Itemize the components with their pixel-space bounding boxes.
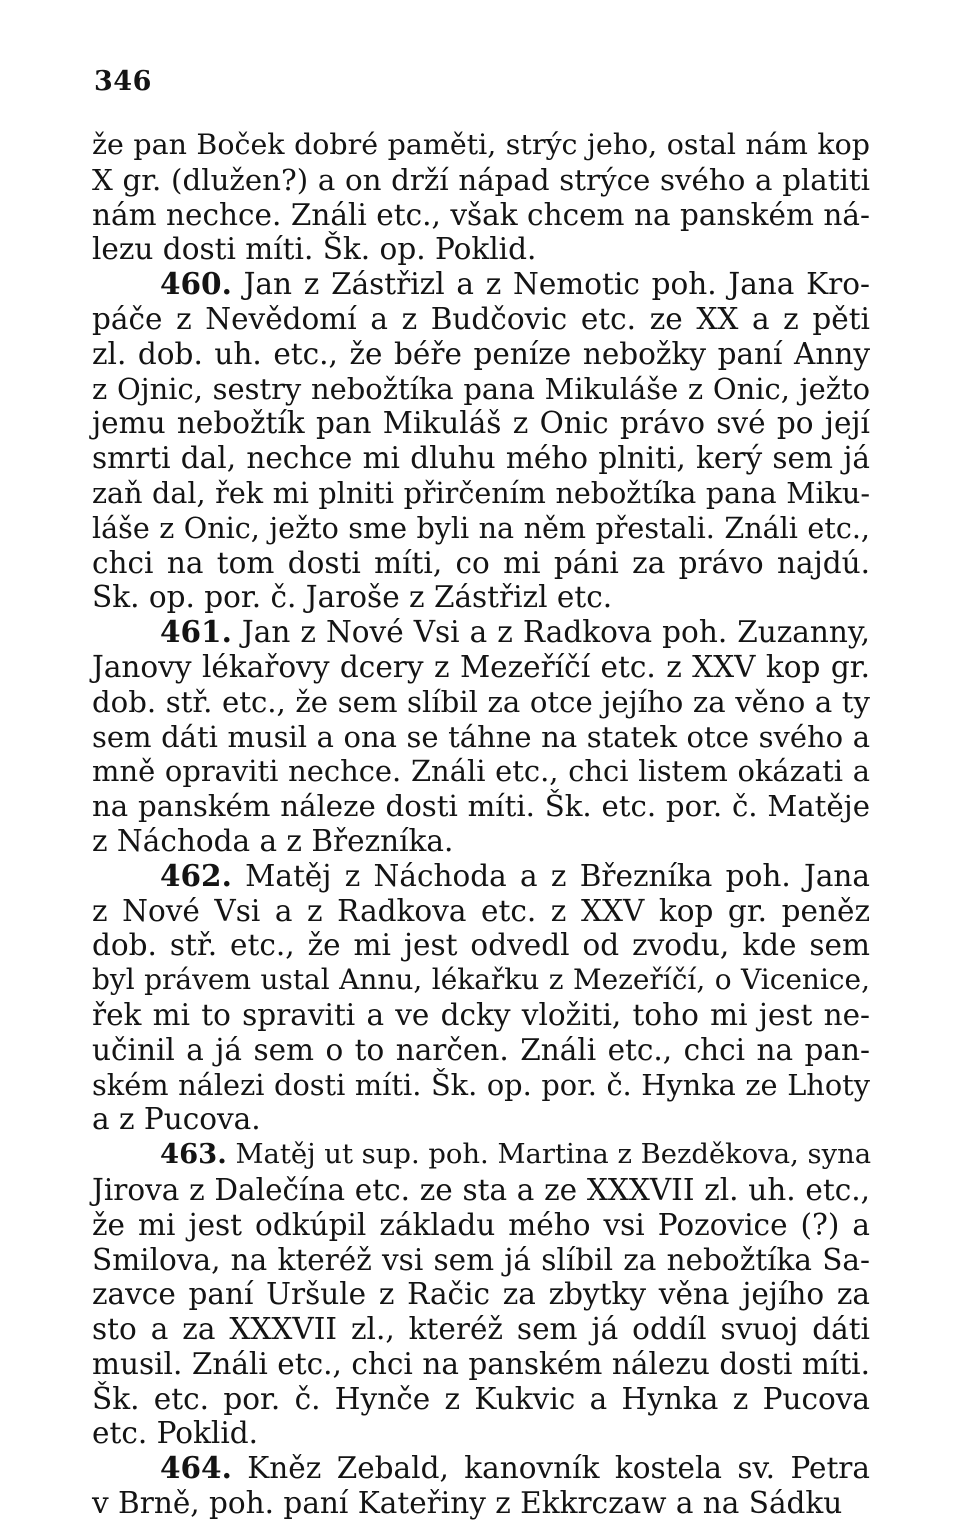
line-text: Matěj ut sup. poh. Martina z Bezděkova, syna xyxy=(226,1139,872,1171)
text-line xyxy=(92,1451,870,1486)
line-text: Kněz Zebald, kanovník kostela sv. Petra xyxy=(231,1451,870,1486)
line-text: z Ojnic, sestry nebožtíka pana Mikuláše z Onic, ježto xyxy=(92,371,870,406)
entry-paragraph xyxy=(92,1137,870,1451)
text-line xyxy=(92,1312,870,1347)
line-text: že mi jest odkúpil základu mého vsi Pozovice (?) a xyxy=(92,1207,870,1242)
entry-number: 461. xyxy=(160,614,232,650)
text-line xyxy=(92,1243,870,1278)
text-line xyxy=(92,406,870,441)
text-line xyxy=(92,1033,870,1068)
text-line xyxy=(92,232,870,267)
line-text: jemu nebožtík pan Mikuláš z Onic právo své po její xyxy=(92,406,870,441)
line-text: páče z Nevědomí a z Budčovic etc. ze XX a z pěti xyxy=(92,301,870,336)
text-line xyxy=(92,963,870,998)
line-text: na panském náleze dosti míti. Šk. etc. por. č. Matěje xyxy=(92,789,870,824)
text-line xyxy=(92,1173,870,1208)
line-text: sem dáti musil a ona se táhne na statek otce svého a xyxy=(92,719,870,754)
line-text: lezu dosti míti. Šk. op. Poklid. xyxy=(92,232,537,267)
line-text: sto a za XXXVII zl., kteréž sem já oddíl svuoj dáti xyxy=(92,1312,870,1347)
line-text: Jan z Nové Vsi a z Radkova poh. Zuzanny, xyxy=(231,615,870,650)
entry-paragraph xyxy=(92,1451,870,1521)
line-text: Jan z Zástřizl a z Nemotic poh. Jana Kro- xyxy=(231,267,870,302)
text-line xyxy=(92,998,870,1033)
entry-paragraph xyxy=(92,859,870,1137)
text-line xyxy=(92,546,870,581)
line-text: učinil a já sem o to narčen. Ználi etc., chci na pan- xyxy=(92,1032,870,1067)
line-text: láše z Onic, ježto sme byli na něm přestali. Ználi etc., xyxy=(92,510,870,545)
text-line xyxy=(92,1382,870,1417)
line-text: Šk. etc. por. č. Hynče z Kukvic a Hynka z Pucova xyxy=(92,1381,870,1416)
text-line xyxy=(92,198,870,233)
text-line xyxy=(92,1068,870,1103)
entry-number: 463. xyxy=(160,1138,227,1171)
line-text: v Brně, poh. paní Kateřiny z Ekkrczaw a na Sádku xyxy=(92,1486,843,1521)
line-text: nám nechce. Ználi etc., však chcem na panském ná- xyxy=(92,197,870,232)
line-text: dob. stř. etc., že mi jest odvedl od zvodu, kde sem xyxy=(92,928,870,963)
text-line xyxy=(92,1416,870,1451)
entry-number: 460. xyxy=(160,266,232,302)
text-line xyxy=(92,685,870,720)
text-line xyxy=(92,580,870,615)
page-number: 346 xyxy=(94,66,152,97)
line-text: musil. Ználi etc., chci na panském nálezu dosti míti. xyxy=(92,1346,870,1381)
entry-number: 462. xyxy=(160,857,232,893)
text-line xyxy=(92,441,870,476)
line-text: byl právem ustal Annu, lékařku z Mezeříčí, o Vicenice, xyxy=(92,963,870,997)
text-line xyxy=(92,824,870,859)
text-line xyxy=(92,337,870,372)
line-text: řek mi to spraviti a ve dcky vložiti, toho mi jest ne- xyxy=(92,997,870,1032)
line-text: a z Pucova. xyxy=(92,1102,261,1137)
line-text: zavce paní Uršule z Račic za zbytky věna jejího za xyxy=(92,1277,870,1312)
text-line xyxy=(92,1208,870,1243)
text-line xyxy=(92,1486,870,1521)
entry-number: 464. xyxy=(160,1450,232,1486)
text-line xyxy=(92,1277,870,1312)
line-text: z Nové Vsi a z Radkova etc. z XXV kop gr. peněz xyxy=(92,893,870,928)
text-line xyxy=(92,928,870,963)
text-line xyxy=(92,1137,870,1173)
text-line xyxy=(92,789,870,824)
text-line xyxy=(92,859,870,894)
line-text: Smilova, na kteréž vsi sem já slíbil za nebožtíka Sa- xyxy=(92,1242,870,1277)
text-line xyxy=(92,372,870,407)
text-line xyxy=(92,1347,870,1382)
line-text: chci na tom dosti míti, co mi páni za právo najdú. xyxy=(92,545,870,580)
text-line xyxy=(92,511,870,546)
continuation-paragraph xyxy=(92,128,870,267)
line-text: ském nálezi dosti míti. Šk. op. por. č. Hynka ze Lhoty xyxy=(92,1067,870,1102)
entry-paragraph xyxy=(92,615,870,859)
line-text: z Náchoda a z Březníka. xyxy=(92,823,454,858)
line-text: že pan Boček dobré paměti, strýc jeho, ostal nám kop xyxy=(92,128,870,161)
line-text: X gr. (dlužen?) a on drží nápad strýce svého a platiti xyxy=(92,162,870,197)
line-text: Janovy lékařovy dcery z Mezeříčí etc. z XXV kop gr. xyxy=(92,649,870,684)
text-line xyxy=(92,894,870,929)
line-text: zaň dal, řek mi plniti přirčením nebožtíka pana Miku- xyxy=(92,475,870,510)
line-text: smrti dal, nechce mi dluhu mého plniti, kerý sem já xyxy=(92,441,870,476)
text-line xyxy=(92,267,870,302)
text-line xyxy=(92,128,870,163)
text-line xyxy=(92,1102,870,1137)
line-text: etc. Poklid. xyxy=(92,1416,259,1451)
line-text: Sk. op. por. č. Jaroše z Zástřizl etc. xyxy=(92,580,613,615)
text-line xyxy=(92,476,870,511)
line-text: mně opraviti nechce. Ználi etc., chci listem okázati a xyxy=(92,754,870,789)
text-line xyxy=(92,754,870,789)
text-body xyxy=(92,128,870,1521)
line-text: zl. dob. uh. etc., že béře peníze nebožky paní Anny xyxy=(92,336,870,371)
text-line xyxy=(92,302,870,337)
line-text: dob. stř. etc., že sem slíbil za otce jejího za věno a ty xyxy=(92,684,870,719)
line-text: Matěj z Náchoda a z Březníka poh. Jana xyxy=(231,858,870,893)
line-text: Jirova z Dalečína etc. ze sta a ze XXXVII zl. uh. etc., xyxy=(92,1172,870,1207)
text-line xyxy=(92,615,870,650)
entry-paragraph xyxy=(92,267,870,615)
text-line xyxy=(92,720,870,755)
text-line xyxy=(92,163,870,198)
text-line xyxy=(92,650,870,685)
